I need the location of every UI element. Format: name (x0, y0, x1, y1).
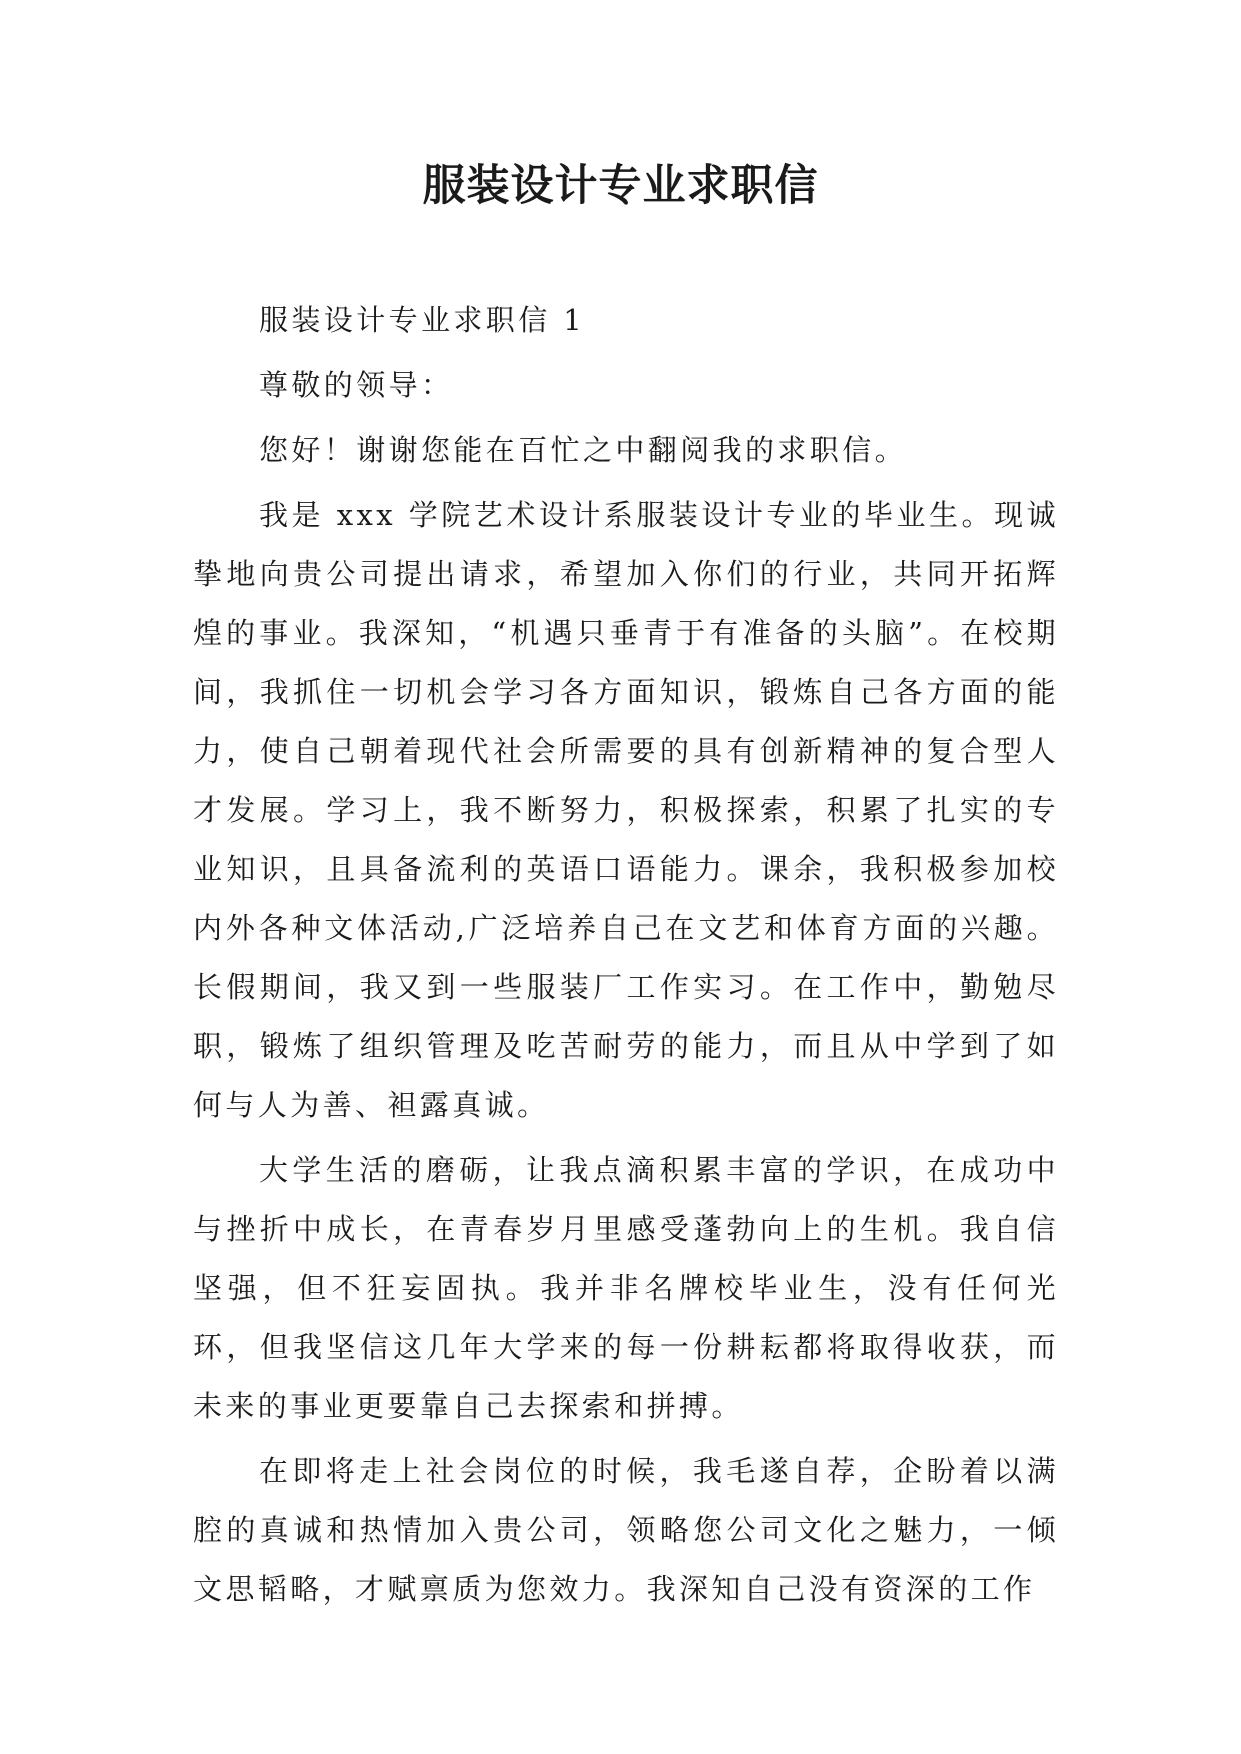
paragraph-heading: 服装设计专业求职信 1 (259, 303, 586, 337)
paragraph-self-recommendation: 在即将走上社会岗位的时候，我毛遂自荐，企盼着以满腔的真诚和热情加入贵公司，领略您公司文化之魅力，一倾文思韬略，才赋禀质为您效力。我深知自己没有资深的工作 (193, 1454, 1059, 1606)
document-body (193, 291, 1059, 1625)
paragraph-college-life: 大学生活的磨砺，让我点滴积累丰富的学识，在成功中与挫折中成长，在青春岁月里感受蓬勃向上的生机。我自信坚强，但不狂妄固执。我并非名牌校毕业生，没有任何光环，但我坚信这几年大学来的每一份耕耘都将取得收获，而未来的事业更要靠自己去探索和拼搏。 (193, 1153, 1059, 1423)
document-title: 服装设计专业求职信 (422, 161, 819, 211)
paragraph-introduction: 我是 xxx 学院艺术设计系服装设计专业的毕业生。现诚挚地向贵公司提出请求，希望加入你们的行业，共同开拓辉煌的事业。我深知，“机遇只垂青于有准备的头脑”。在校期间，我抓住一切机会学习各方面知识，锻炼自己各方面的能力，使自己朝着现代社会所需要的具有创新精神的复合型人才发展。学习上，我不断努力，积极探索，积累了扎实的专业知识，且具备流利的英语口语能力。课余，我积极参加校内外各种文体活动,广泛培养自己在文艺和体育方面的兴趣。长假期间，我又到一些服装厂工作实习。在工作中，勤勉尽职，锻炼了组织管理及吃苦耐劳的能力，而且从中学到了如何与人为善、袒露真诚。 (193, 498, 1059, 1122)
paragraph-greeting: 您好！谢谢您能在百忙之中翻阅我的求职信。 (259, 433, 908, 467)
paragraph-salutation: 尊敬的领导： (259, 368, 454, 402)
